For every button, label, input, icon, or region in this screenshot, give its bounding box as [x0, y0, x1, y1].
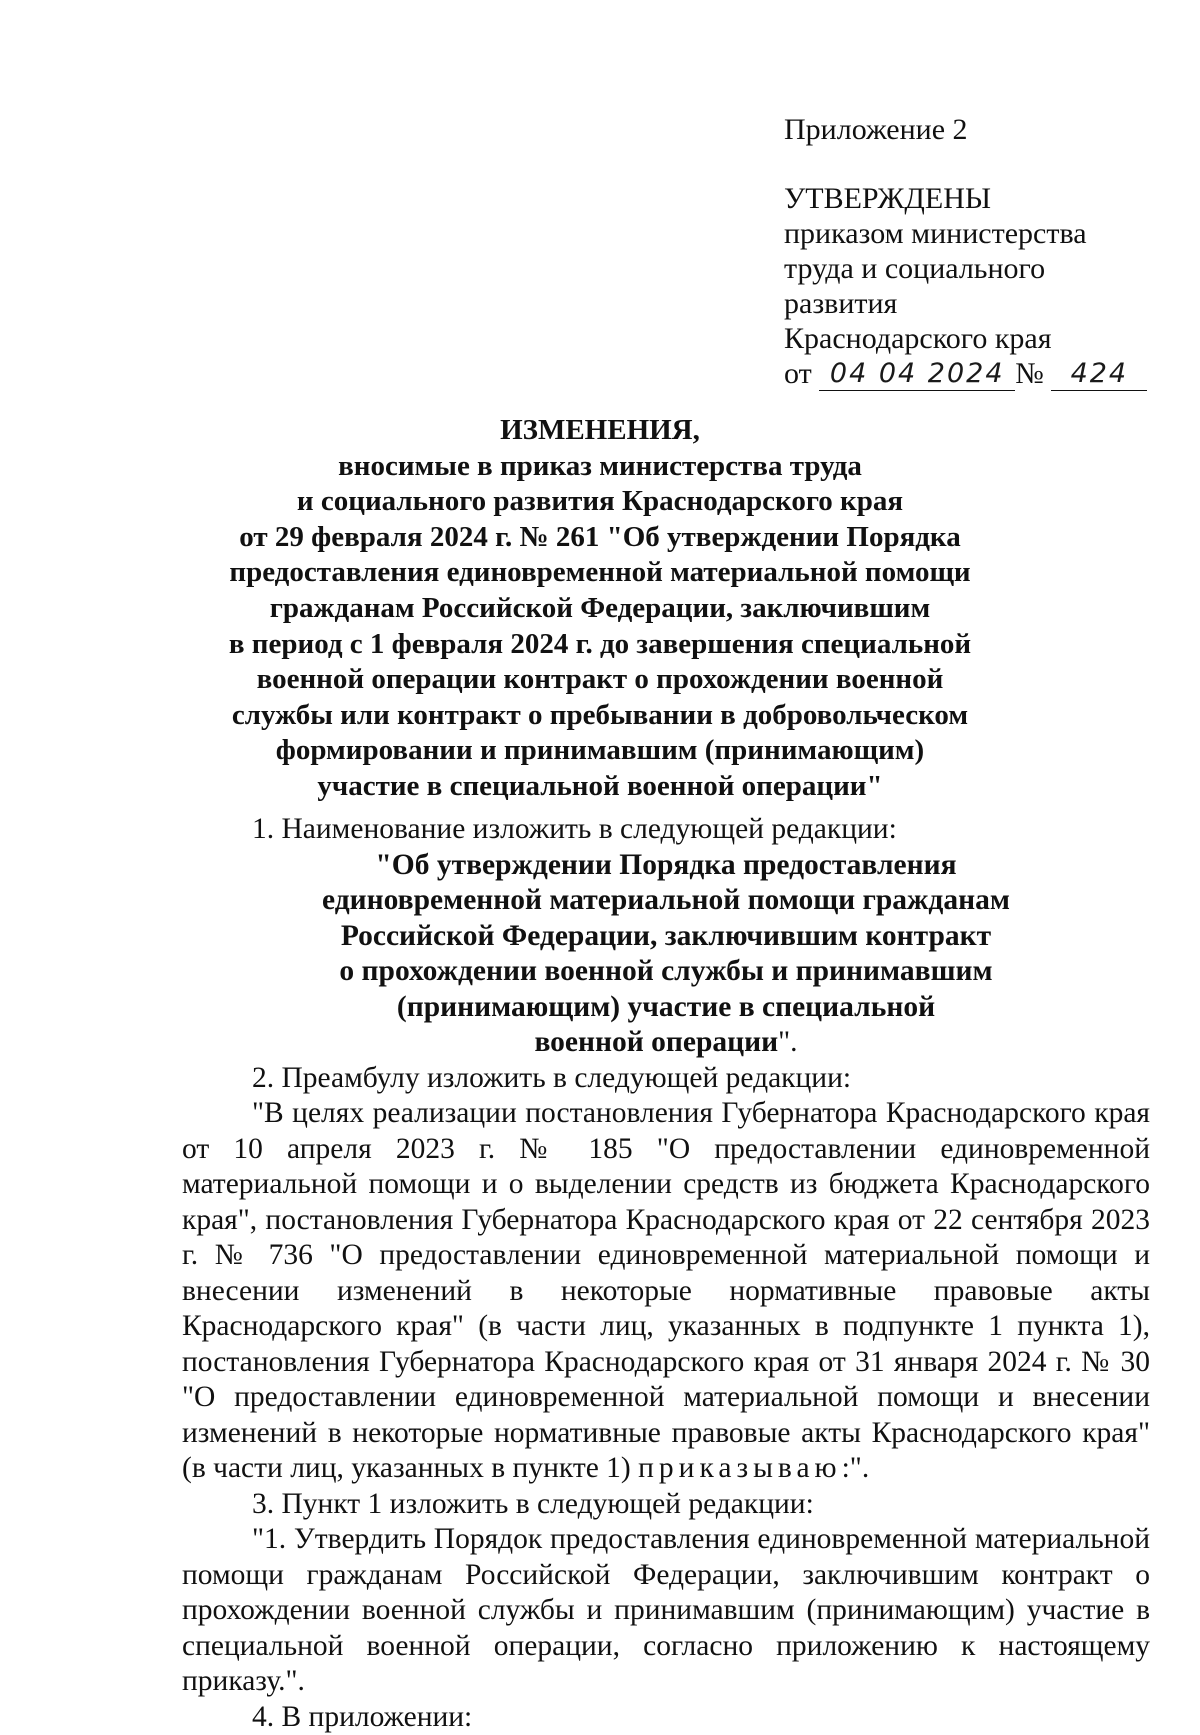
document-title — [180, 413, 1020, 805]
title-line: в период с 1 февраля 2024 г. до завершения специальной — [180, 627, 1020, 663]
item-3-text: "1. Утвердить Порядок предоставления единовременной материальной помощи гражданам Российской Федерации, заключившим контракт о прохождении военной службы и принимавшим (принимающим) участие в специальной военной операции, согласно приложению к настоящему приказу.". — [182, 1522, 1150, 1700]
document-body — [182, 812, 1150, 1735]
title-line: предоставления единовременной материальной помощи — [180, 555, 1020, 591]
title-line: формировании и принимавшим (принимающим) — [180, 733, 1020, 769]
approved-label: УТВЕРЖДЕНЫ — [784, 181, 1164, 216]
item-3: 3. Пункт 1 изложить в следующей редакции: — [182, 1487, 1150, 1523]
item-4: 4. В приложении: — [182, 1700, 1150, 1735]
title-line: службы или контракт о пребывании в добровольческом — [180, 698, 1020, 734]
approval-block — [784, 112, 1164, 396]
approval-line-1: приказом министерства — [784, 216, 1164, 251]
new-name-line: единовременной материальной помощи гражданам — [182, 883, 1150, 919]
new-name-closing: ". — [778, 1026, 797, 1058]
preamble-text: "В целях реализации постановления Губернатора Краснодарского края от 10 апреля 2023 г. № 185 "О предоставлении единовременной материальной помощи и о выделении средств из бюджета Краснодарского края", постановления Губернатора Краснодарского края от 22 сентября 2023 г. № 736 "О предоставлении единовременной материальной помощи и внесении изменений в некоторые нормативные правовые акты Краснодарского края" (в части лиц, указанных в подпункте 1 пункта 1), постановления Губернатора Краснодарского края от 31 января 2024 г. № 30 "О предоставлении единовременной материальной помощи и внесении изменений в некоторые нормативные правовые акты Краснодарского края" (в части лиц, указанных в пункте 1) — [182, 1097, 1150, 1484]
handwritten-date: 04 04 2024 — [830, 358, 1005, 389]
order-date-number-line — [784, 356, 1164, 396]
new-name-line: (принимающим) участие в специальной — [182, 990, 1150, 1026]
new-name-last-line — [182, 1025, 1150, 1061]
title-line: участие в специальной военной операции" — [180, 769, 1020, 805]
item-1: 1. Наименование изложить в следующей редакции: — [182, 812, 1150, 848]
order-date-field — [819, 356, 1015, 391]
new-name-line: военной операции — [534, 1026, 778, 1058]
new-name-line: "Об утверждении Порядка предоставления — [182, 848, 1150, 884]
preamble-end: :". — [842, 1452, 870, 1484]
new-name-line: Российской Федерации, заключившим контракт — [182, 919, 1150, 955]
order-word: приказываю — [638, 1452, 841, 1484]
title-heading: ИЗМЕНЕНИЯ, — [180, 413, 1020, 449]
approval-line-2: труда и социального развития — [784, 251, 1164, 321]
new-name-line: о прохождении военной службы и принимавшим — [182, 954, 1150, 990]
number-sign: № — [1015, 357, 1044, 390]
title-line: от 29 февраля 2024 г. № 261 "Об утверждении Порядка — [180, 520, 1020, 556]
appendix-label: Приложение 2 — [784, 112, 1164, 147]
title-line: вносимые в приказ министерства труда — [180, 449, 1020, 485]
title-line: гражданам Российской Федерации, заключившим — [180, 591, 1020, 627]
item-2: 2. Преамбулу изложить в следующей редакции: — [182, 1061, 1150, 1097]
new-name-block — [182, 848, 1150, 1061]
item-2-text — [182, 1096, 1150, 1487]
approval-line-3: Краснодарского края — [784, 321, 1164, 356]
order-number-field — [1051, 356, 1147, 391]
title-line: и социального развития Краснодарского края — [180, 484, 1020, 520]
handwritten-number: 424 — [1071, 358, 1129, 389]
from-prefix: от — [784, 357, 812, 390]
title-line: военной операции контракт о прохождении военной — [180, 662, 1020, 698]
